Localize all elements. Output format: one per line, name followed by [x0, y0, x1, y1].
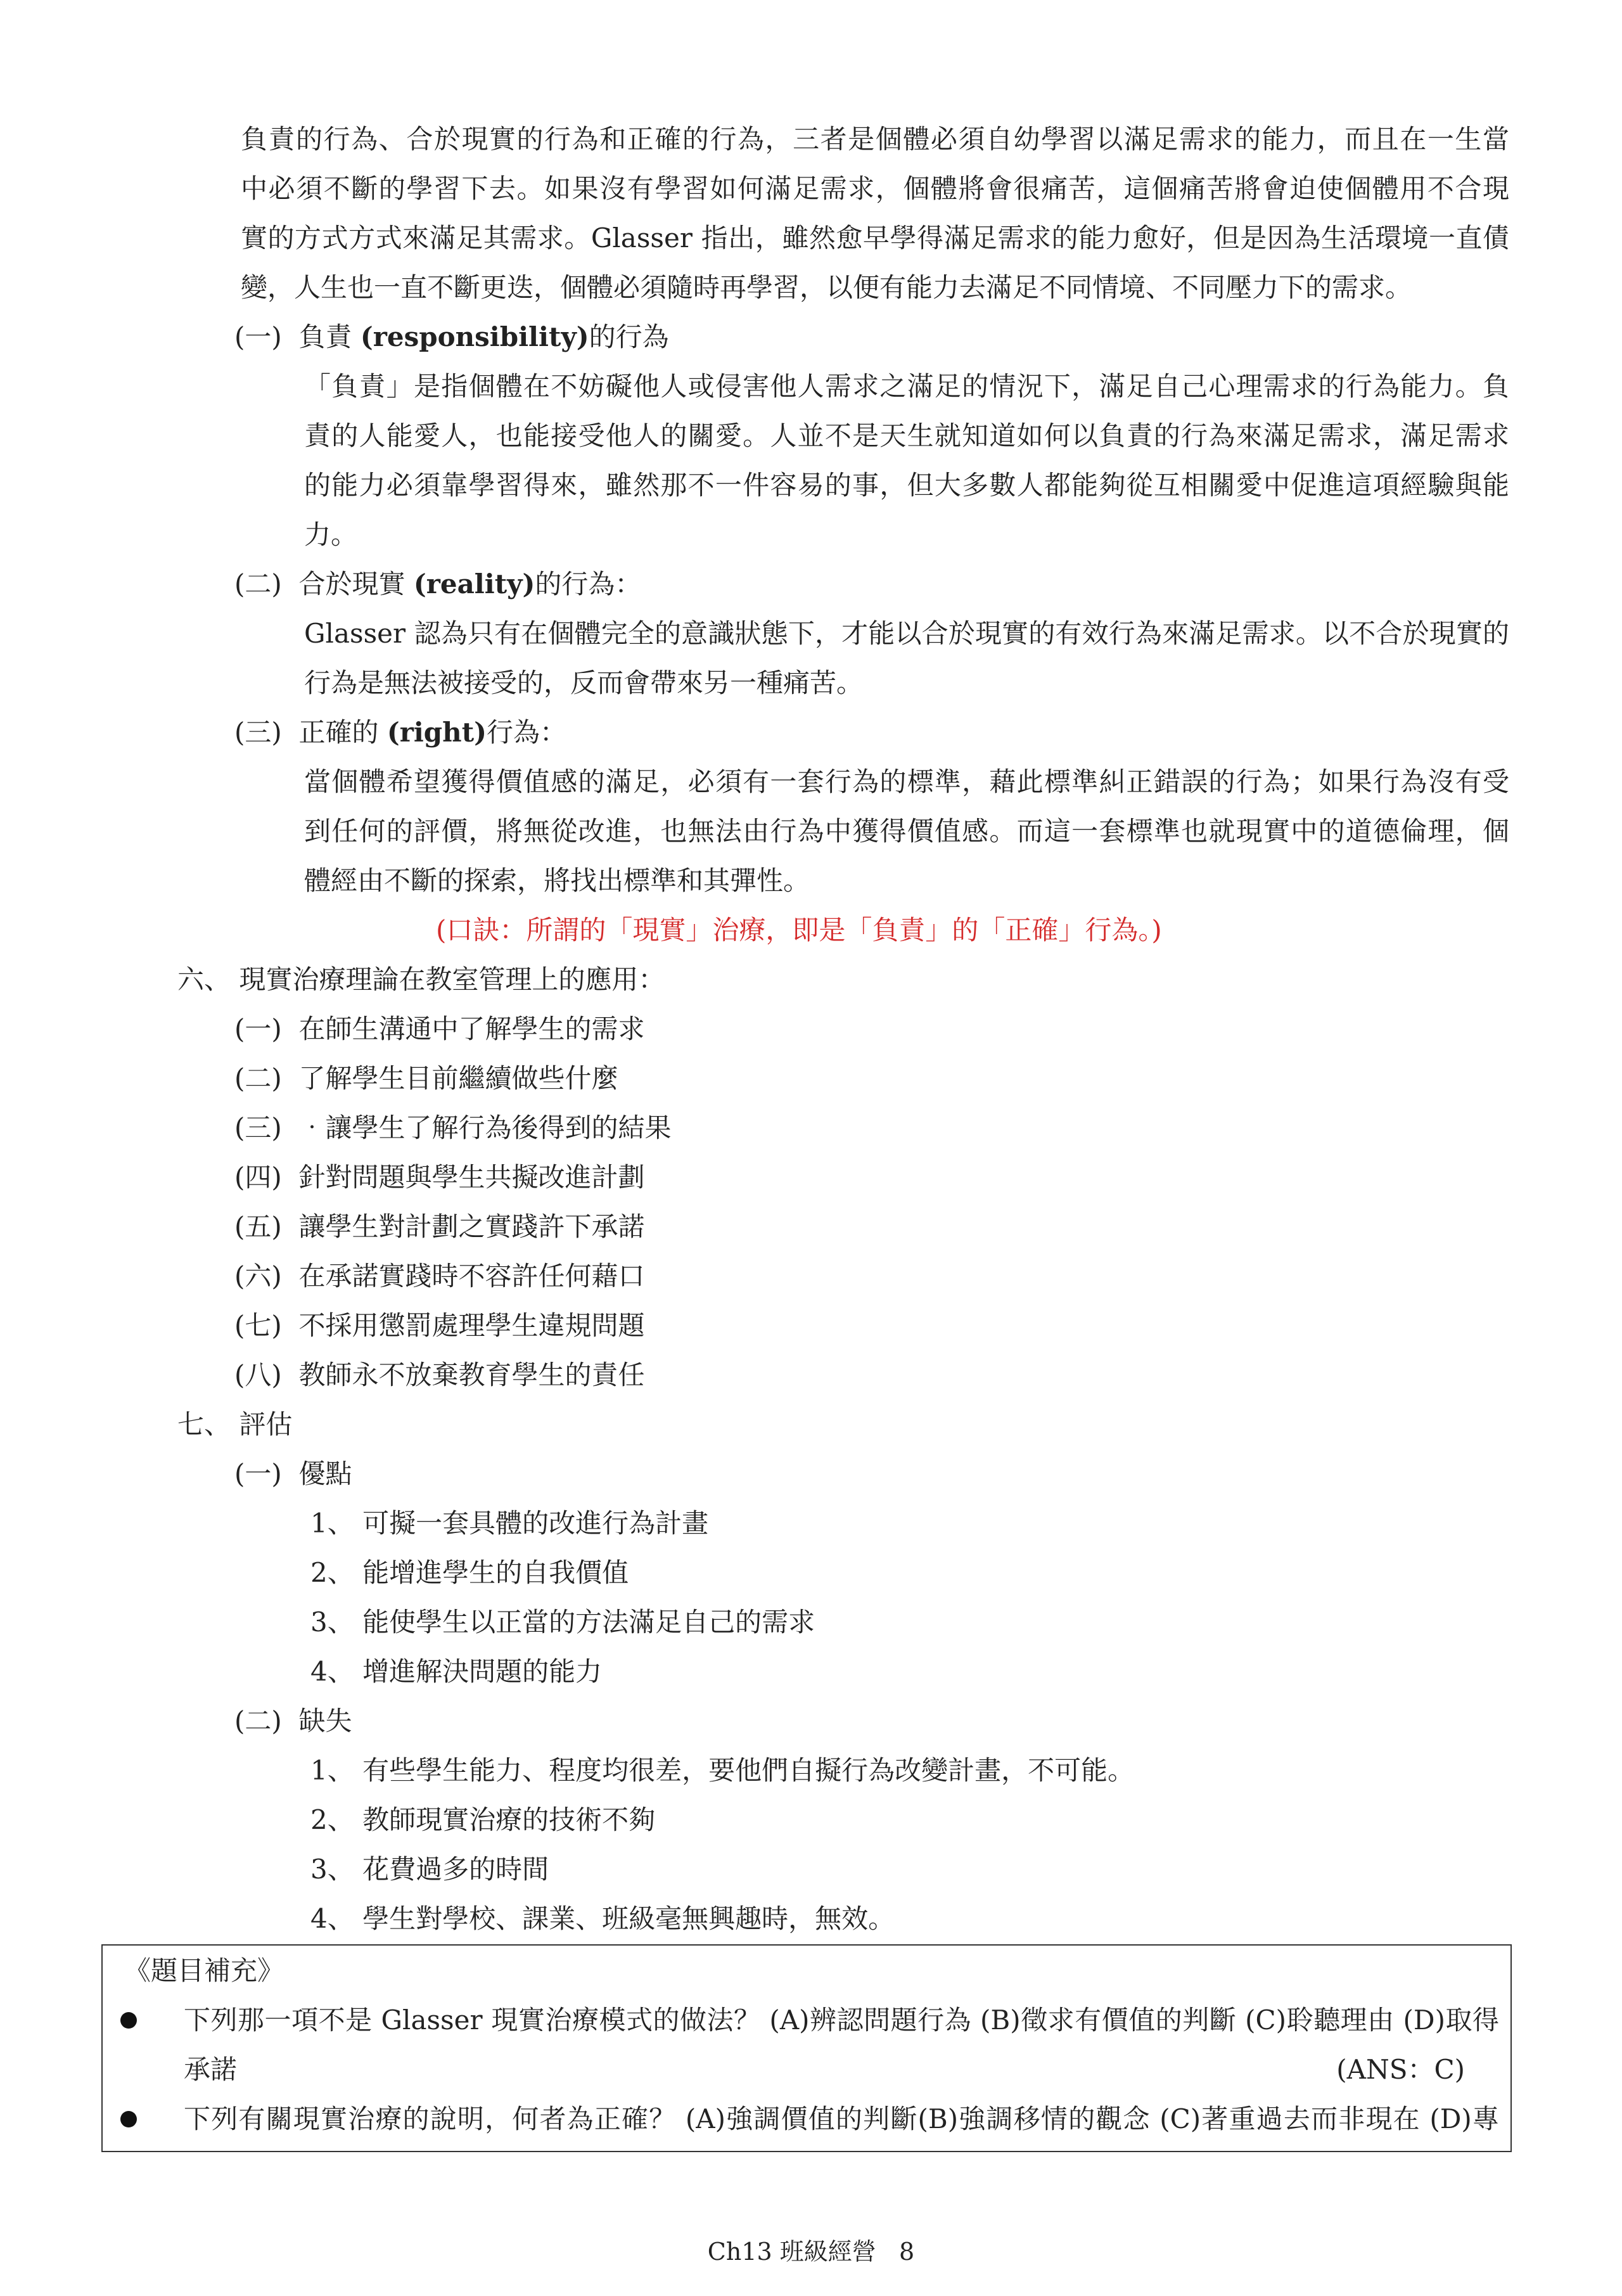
bullet-icon: [120, 2111, 137, 2127]
item-number: 4、: [310, 1903, 354, 1934]
heading-number: (三): [234, 717, 282, 748]
section-number: 七、: [177, 1409, 231, 1440]
section-7-heading: [177, 1406, 292, 1444]
page-footer: [0, 2236, 1622, 2267]
item-number: (七): [234, 1310, 282, 1341]
behavior-body-line: 責的人能愛人，也能接受他人的關愛。人並不是天生就知道如何以負責的行為來滿足需求，滿足需求: [304, 420, 1509, 451]
heading-title: 正確的: [298, 717, 387, 748]
question-2-line: 下列有關現實治療的說明，何者為正確？ (A)強調價值的判斷(B)強調移情的觀念 (C)著重過去而非現在 (D)專: [184, 2103, 1499, 2134]
item-text: 增進解決問題的能力: [362, 1656, 603, 1687]
item-number: 2、: [310, 1804, 354, 1835]
list-item: [310, 1554, 629, 1592]
intro-line: 實的方式方式來滿足其需求。Glasser 指出，雖然愈早學得滿足需求的能力愈好，但是因為生活環境一直債: [241, 222, 1509, 253]
chapter-label: Ch13 班級經營: [707, 2238, 876, 2266]
list-item: [310, 1603, 815, 1641]
item-number: 4、: [310, 1656, 354, 1687]
item-text: 缺失: [298, 1705, 352, 1736]
list-item: [234, 1109, 672, 1147]
heading-english-term: (right): [386, 717, 487, 748]
list-item: [234, 1257, 645, 1295]
intro-line: 變，人生也一直不斷更迭，個體必須隨時再學習，以便有能力去滿足不同情境、不同壓力下的需求。: [241, 272, 1412, 303]
item-text: ‧讓學生了解行為後得到的結果: [298, 1112, 672, 1143]
behavior-body-line: 力。: [304, 519, 358, 550]
item-text: 在承諾實踐時不容許任何藉口: [298, 1260, 645, 1292]
heading-title-suffix: 的行為：: [535, 568, 642, 600]
item-number: (五): [234, 1211, 282, 1242]
section-title: 評估: [239, 1409, 293, 1440]
item-number: (一): [234, 1458, 282, 1489]
behavior-heading-responsibility: [234, 318, 669, 356]
item-number: (三): [234, 1112, 282, 1143]
section-title: 現實治療理論在教室管理上的應用：: [239, 964, 665, 995]
item-text: 讓學生對計劃之實踐許下承諾: [298, 1211, 645, 1242]
list-item: [234, 1060, 618, 1098]
behavior-body-line: Glasser 認為只有在個體完全的意識狀態下，才能以合於現實的有效行為來滿足需求。以不合於現實的: [304, 618, 1509, 649]
bullet-icon: [120, 2012, 137, 2029]
item-text: 學生對學校、課業、班級毫無興趣時，無效。: [362, 1903, 895, 1934]
mnemonic-note: (口訣：所謂的「現實」治療，即是「負責」的「正確」行為。): [436, 914, 1162, 946]
item-text: 可擬一套具體的改進行為計畫: [362, 1508, 709, 1539]
section-number: 六、: [177, 964, 231, 995]
item-text: 優點: [298, 1458, 352, 1489]
behavior-heading-right: [234, 714, 566, 752]
page-number: 8: [899, 2238, 915, 2266]
item-text: 教師永不放棄教育學生的責任: [298, 1359, 645, 1390]
item-number: (一): [234, 1013, 282, 1044]
behavior-body-line: 行為是無法被接受的，反而會帶來另一種痛苦。: [304, 667, 864, 698]
list-item: [310, 1504, 708, 1542]
subsection-heading-pros: [234, 1455, 352, 1493]
list-item: [234, 1158, 645, 1196]
item-text: 能使學生以正當的方法滿足自己的需求: [362, 1607, 815, 1638]
subsection-heading-cons: [234, 1702, 352, 1740]
item-text: 教師現實治療的技術不夠: [362, 1804, 656, 1835]
item-text: 在師生溝通中了解學生的需求: [298, 1013, 645, 1044]
heading-english-term: (reality): [413, 568, 535, 600]
behavior-body-line: 的能力必須靠學習得來，雖然那不一件容易的事，但大多數人都能夠從互相關愛中促進這項經驗與能: [304, 470, 1509, 501]
item-number: (八): [234, 1359, 282, 1390]
list-item: [310, 1801, 655, 1839]
item-number: (二): [234, 1705, 282, 1736]
item-number: 1、: [310, 1755, 354, 1786]
behavior-body-line: 當個體希望獲得價值感的滿足，必須有一套行為的標準，藉此標準糾正錯誤的行為；如果行為沒有受: [304, 766, 1509, 797]
behavior-body-line: 「負責」是指個體在不妨礙他人或侵害他人需求之滿足的情況下，滿足自己心理需求的行為能力。負: [304, 371, 1509, 402]
heading-title: 負責: [298, 321, 361, 352]
item-text: 花費過多的時間: [362, 1854, 549, 1885]
list-item: [310, 1900, 895, 1938]
item-text: 能增進學生的自我價值: [362, 1557, 629, 1588]
list-item: [234, 1010, 645, 1048]
item-text: 針對問題與學生共擬改進計劃: [298, 1162, 645, 1193]
item-number: 2、: [310, 1557, 354, 1588]
heading-title-suffix: 行為：: [486, 717, 566, 748]
question-1-line: 下列那一項不是 Glasser 現實治療模式的做法？ (A)辨認問題行為 (B)徵求有價值的判斷 (C)聆聽理由 (D)取得: [184, 2004, 1499, 2036]
intro-line: 負責的行為、合於現實的行為和正確的行為，三者是個體必須自幼學習以滿足需求的能力，而且在一生當: [241, 124, 1509, 155]
heading-title-suffix: 的行為: [589, 321, 669, 352]
intro-line: 中必須不斷的學習下去。如果沒有學習如何滿足需求，個體將會很痛苦，這個痛苦將會迫使個體用不合現: [241, 173, 1509, 204]
item-text: 了解學生目前繼續做些什麼: [298, 1063, 618, 1094]
question-1-line: 承諾: [184, 2054, 238, 2085]
item-number: (四): [234, 1162, 282, 1193]
list-item: [234, 1208, 645, 1246]
behavior-body-line: 到任何的評價，將無從改進，也無法由行為中獲得價值感。而這一套標準也就現實中的道德倫理，個: [304, 816, 1509, 847]
list-item: [310, 1752, 1134, 1790]
heading-title: 合於現實: [298, 568, 414, 600]
heading-number: (二): [234, 568, 282, 600]
section-6-heading: [177, 961, 665, 999]
list-item: [310, 1850, 549, 1889]
item-number: 3、: [310, 1607, 354, 1638]
item-number: 3、: [310, 1854, 354, 1885]
heading-english-term: (responsibility): [360, 321, 589, 352]
list-item: [234, 1307, 645, 1345]
list-item: [310, 1653, 602, 1691]
list-item: [234, 1356, 645, 1394]
question-supplement-box: [101, 1944, 1512, 2152]
supplement-title: 《題目補充》: [124, 1955, 284, 1986]
behavior-heading-reality: [234, 565, 641, 603]
heading-number: (一): [234, 321, 282, 352]
question-1-answer: (ANS：C): [1336, 2054, 1465, 2085]
item-text: 有些學生能力、程度均很差，要他們自擬行為改變計畫，不可能。: [362, 1755, 1135, 1786]
item-number: (二): [234, 1063, 282, 1094]
behavior-body-line: 體經由不斷的探索，將找出標準和其彈性。: [304, 865, 810, 896]
item-text: 不採用懲罰處理學生違規問題: [298, 1310, 645, 1341]
item-number: 1、: [310, 1508, 354, 1539]
item-number: (六): [234, 1260, 282, 1292]
